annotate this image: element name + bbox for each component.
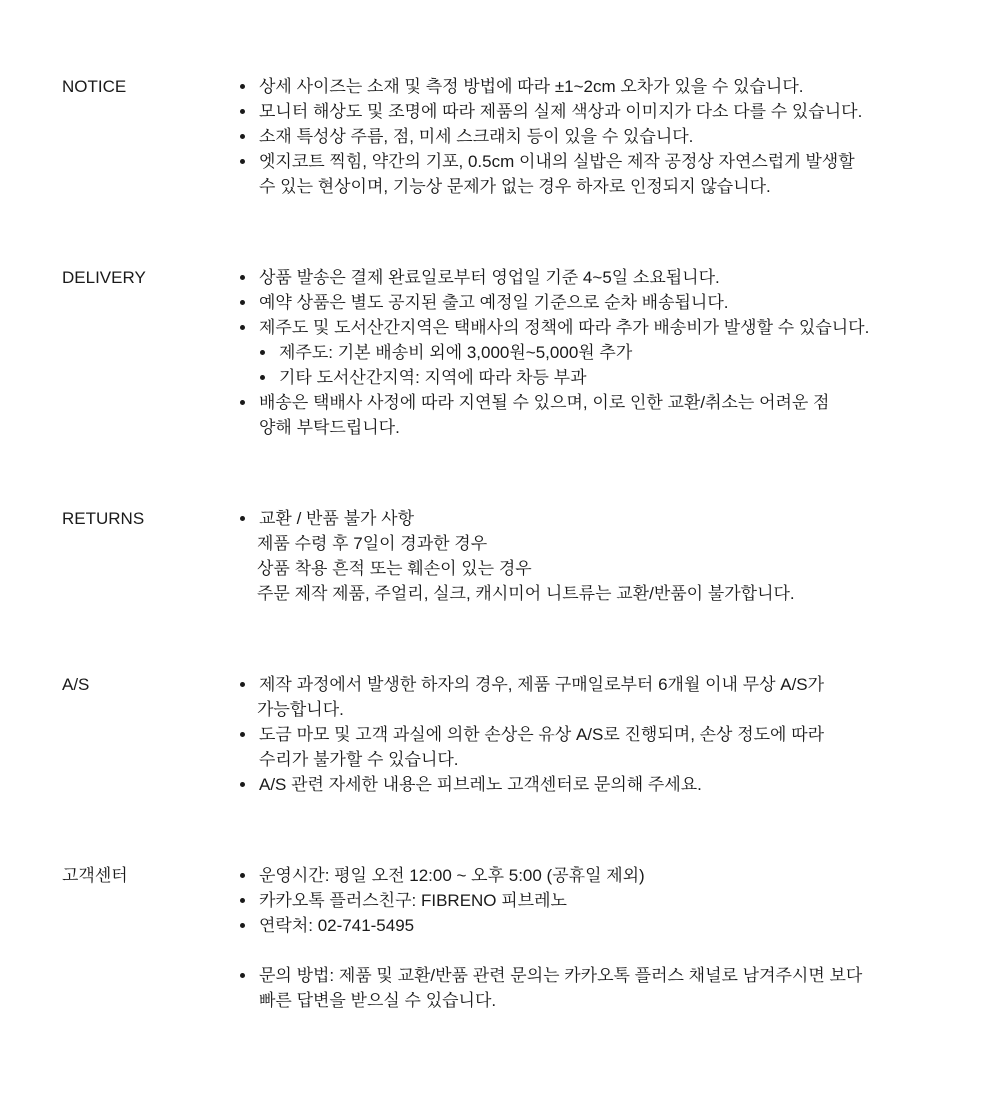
list-item [240,772,960,797]
list-item [240,988,960,1013]
section-content [240,672,960,797]
bullet-icon [260,375,265,380]
bullet-icon [240,109,245,114]
list-item [240,963,960,988]
bullet-icon [260,350,265,355]
list-item-text: 제작 과정에서 발생한 하자의 경우, 제품 구매일로부터 6개월 이내 무상 A/S가 [259,675,825,694]
list-item [240,124,960,149]
list-item-text: 양해 부탁드립니다. [259,418,400,437]
list-item-text: 소재 특성상 주름, 점, 미세 스크래치 등이 있을 수 있습니다. [259,127,694,146]
list-item [240,290,960,315]
list-item-text: 카카오톡 플러스친구: FIBRENO 피브레노 [259,891,567,910]
list-item [240,913,960,938]
bullet-icon [240,84,245,89]
section-as [0,672,1000,797]
bullet-icon [240,325,245,330]
list-item [240,888,960,913]
list-item-text: 수 있는 현상이며, 기능상 문제가 없는 경우 하자로 인정되지 않습니다. [259,177,771,196]
bullet-icon [240,159,245,164]
bullet-icon [240,134,245,139]
list-item-text: 가능합니다. [257,700,344,719]
bullet-icon [240,300,245,305]
list-item [240,265,960,290]
section-content [240,506,960,606]
list-item-text: 교환 / 반품 불가 사항 [259,509,414,528]
list-item-text: 빠른 답변을 받으실 수 있습니다. [259,991,497,1010]
list-item [240,149,960,174]
list-item-text: 수리가 불가할 수 있습니다. [259,750,459,769]
spacer [240,938,960,963]
list-item [240,697,960,722]
bullet-icon [240,400,245,405]
section-returns [0,506,1000,606]
list-item [240,747,960,772]
list-item [240,863,960,888]
list-item-text: 운영시간: 평일 오전 12:00 ~ 오후 5:00 (공휴일 제외) [259,866,645,885]
list-item-text: 도금 마모 및 고객 과실에 의한 손상은 유상 A/S로 진행되며, 손상 정도에 따라 [259,725,825,744]
section-content [240,265,960,440]
list-item [240,672,960,697]
list-item-text: 상세 사이즈는 소재 및 측정 방법에 따라 ±1~2cm 오차가 있을 수 있습니다. [259,77,804,96]
bullet-icon [240,898,245,903]
list-item [240,390,960,415]
list-item [240,722,960,747]
list-item-text: 주문 제작 제품, 주얼리, 실크, 캐시미어 니트류는 교환/반품이 불가합니다. [257,584,795,603]
list-item [240,415,960,440]
list-item [240,74,960,99]
bullet-icon [240,275,245,280]
sub-list-item [240,340,960,365]
bullet-icon [240,682,245,687]
list-item-text: 상품 발송은 결제 완료일로부터 영업일 기준 4~5일 소요됩니다. [259,268,720,287]
list-item-text: 예약 상품은 별도 공지된 출고 예정일 기준으로 순차 배송됩니다. [259,293,729,312]
section-label: A/S [62,675,90,694]
bullet-icon [240,782,245,787]
section-customer-center [0,863,1000,1013]
section-content [240,863,960,1013]
section-label: 고객센터 [62,866,128,885]
sub-list-item [240,365,960,390]
section-label: RETURNS [62,509,145,528]
list-item-text: 제주도: 기본 배송비 외에 3,000원~5,000원 추가 [279,343,633,362]
list-item-text: 모니터 해상도 및 조명에 따라 제품의 실제 색상과 이미지가 다소 다를 수 있습니다. [259,102,863,121]
bullet-icon [240,973,245,978]
list-item-text: 엣지코트 찍힘, 약간의 기포, 0.5cm 이내의 실밥은 제작 공정상 자연스럽게 발생할 [259,152,855,171]
section-notice [0,74,1000,199]
list-item [240,174,960,199]
section-label: DELIVERY [62,268,146,287]
list-item-text: A/S 관련 자세한 내용은 피브레노 고객센터로 문의해 주세요. [259,775,702,794]
list-item [240,315,960,340]
list-item-text: 기타 도서산간지역: 지역에 따라 차등 부과 [279,368,587,387]
list-item-text: 문의 방법: 제품 및 교환/반품 관련 문의는 카카오톡 플러스 채널로 남겨주시면 보다 [259,966,863,985]
list-item-text: 제품 수령 후 7일이 경과한 경우 [257,534,488,553]
list-item [240,581,960,606]
list-item [240,506,960,531]
bullet-icon [240,516,245,521]
section-label: NOTICE [62,77,127,96]
bullet-icon [240,873,245,878]
list-item [240,531,960,556]
list-item-text: 연락처: 02-741-5495 [259,916,415,935]
list-item-text: 배송은 택배사 사정에 따라 지연될 수 있으며, 이로 인한 교환/취소는 어려운 점 [259,393,830,412]
list-item [240,556,960,581]
list-item-text: 제주도 및 도서산간지역은 택배사의 정책에 따라 추가 배송비가 발생할 수 있습니다. [259,318,870,337]
section-delivery [0,265,1000,440]
section-content [240,74,960,199]
bullet-icon [240,923,245,928]
list-item-text: 상품 착용 흔적 또는 훼손이 있는 경우 [257,559,532,578]
bullet-icon [240,732,245,737]
list-item [240,99,960,124]
